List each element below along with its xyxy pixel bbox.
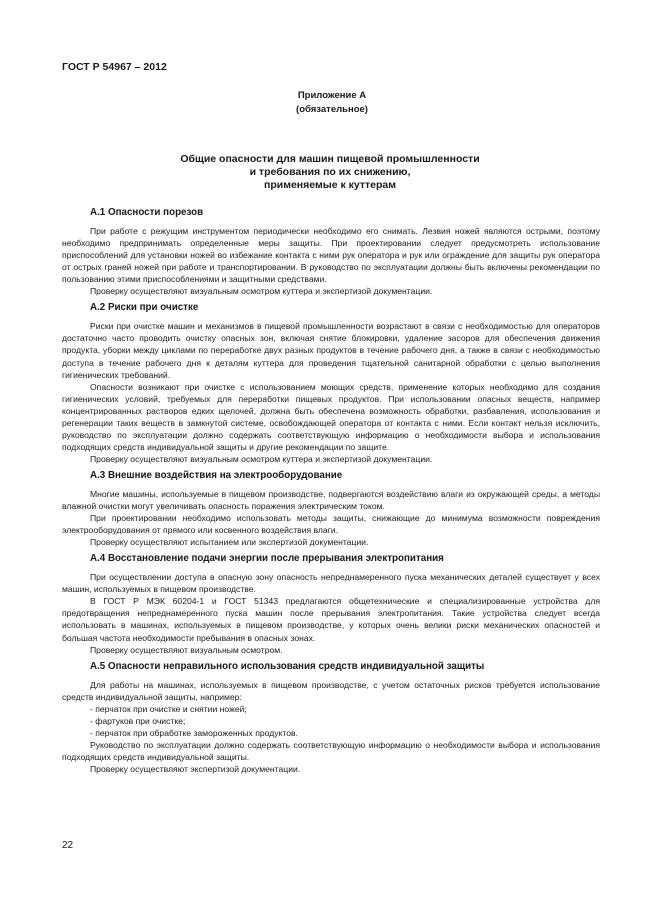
section-heading: А.3 Внешние воздействия на электрооборудование: [90, 469, 343, 481]
main-title-line: Общие опасности для машин пищевой промышленности: [180, 153, 480, 165]
section-heading: А.4 Восстановление подачи энергии после прерывания электропитания: [90, 553, 444, 565]
paragraph: Проверку осуществляют испытанием или экспертизой документации.: [90, 537, 369, 548]
list-item: - перчаток при обработке замороженных продуктов.: [90, 727, 298, 738]
main-title-line: и требования по их снижению,: [249, 166, 411, 178]
page-number: 22: [62, 840, 74, 851]
appendix-title: Приложение А: [297, 90, 367, 101]
paragraph: Многие машины, используемые в пищевом производстве, подвергаются воздействию влаги из окружающей среды, а методы влажной очистки могут увеличивать опасность поражения электрическим током.: [62, 488, 600, 512]
standard-number: ГОСТ Р 54967 – 2012: [62, 61, 167, 73]
list-item: - фартуков при очистке;: [90, 715, 186, 726]
paragraph: При работе с режущим инструментом периодически необходимо его снимать. Лезвия ножей являются острыми, поэтому необходимо предпринимать определенные меры защиты. При проектировании следует предусмотреть использование приспособлений для установки ножей во избежание контакта с ними рук оператора и рук или ограждение для защиты рук оператора от острых граней ножей при работе и транспортировании. В руководство по эксплуатации должны быть включены рекомендации по пользованию этими приспособлениями и защитными средствами.: [62, 226, 600, 285]
paragraph: В ГОСТ Р МЭК 60204-1 и ГОСТ 51343 предлагаются общетехнические и специализированные устройства для предотвращения непреднамеренного пуска машин после прерывания электропитания. Такие устройства следует всегда использовать в машинах, используемых в пищевом производстве, у которых очень велики риски механических опасностей и большая частота необходимости пребывания в опасных зонах.: [62, 596, 600, 643]
paragraph: Руководство по эксплуатации должно содержать соответствующую информацию о необходимости выбора и использования подходящих средств индивидуальной защиты.: [62, 739, 600, 762]
paragraph: Проверку осуществляют визуальным осмотром.: [90, 644, 283, 655]
document-body: [62, 207, 600, 775]
paragraph: Опасности возникают при очистке с использованием моющих средств, применение которых необходимо для создания гигиенических условий, требуемых для переработки пищевых продуктов. При использовании опасных веществ, например концентрированных растворов едких щелочей, должна быть обеспечена возможность обработки, разбавления, использования и регенерации таких веществ в замкнутой системе, освобождающей оператора от контакта с ними. Если контакт нельзя исключить, руководство по эксплуатации должно содержать соответствующую информацию о необходимости выбора и использования подходящих средств индивидуальной защиты и другие рекомендации по защите.: [62, 381, 600, 452]
paragraph: При проектировании необходимо использовать методы защиты, снижающие до минимума возможности повреждения электрооборудования от прямого или косвенного воздействия влаги.: [62, 513, 600, 536]
paragraph: Проверку осуществляют визуальным осмотром куттера и экспертизой документации.: [90, 453, 433, 464]
paragraph: Риски при очистке машин и механизмов в пищевой промышленности возрастают в связи с необходимостью для операторов достаточно часто проводить очистку опасных зон, включая снятие блокировки, удаление засоров для обеспечения движения продукта, уборки между циклами по переработке двух разных продуктов в течение рабочего дня, а также в связи с необходимостью доступа в течение рабочего дня к деталям куттера для проведения тщательной санитарной обработки с целью выполнения гигиенических требований.: [62, 321, 600, 380]
main-title: [150, 153, 510, 192]
paragraph: Проверку осуществляют экспертизой документации.: [90, 763, 301, 774]
appendix-status: (обязательное): [296, 104, 368, 115]
paragraph: Для работы на машинах, используемых в пищевом производстве, с учетом остаточных рисков требуется использование средств индивидуальной защиты, например:: [62, 679, 600, 702]
paragraph: Проверку осуществляют визуальным осмотром куттера и экспертизой документации.: [90, 286, 433, 297]
section-heading: А.5 Опасности неправильного использования средств индивидуальной защиты: [90, 660, 485, 672]
main-title-line: применяемые к куттерам: [263, 179, 397, 191]
paragraph: При осуществлении доступа в опасную зону опасность непреднамеренного пуска механических деталей существует у всех машин, используемых в пищевом производстве.: [62, 572, 600, 595]
section-heading: А.1 Опасности порезов: [90, 207, 204, 218]
section-heading: А.2 Риски при очистке: [90, 302, 199, 314]
list-item: - перчаток при очистке и снятии ножей;: [90, 703, 247, 714]
